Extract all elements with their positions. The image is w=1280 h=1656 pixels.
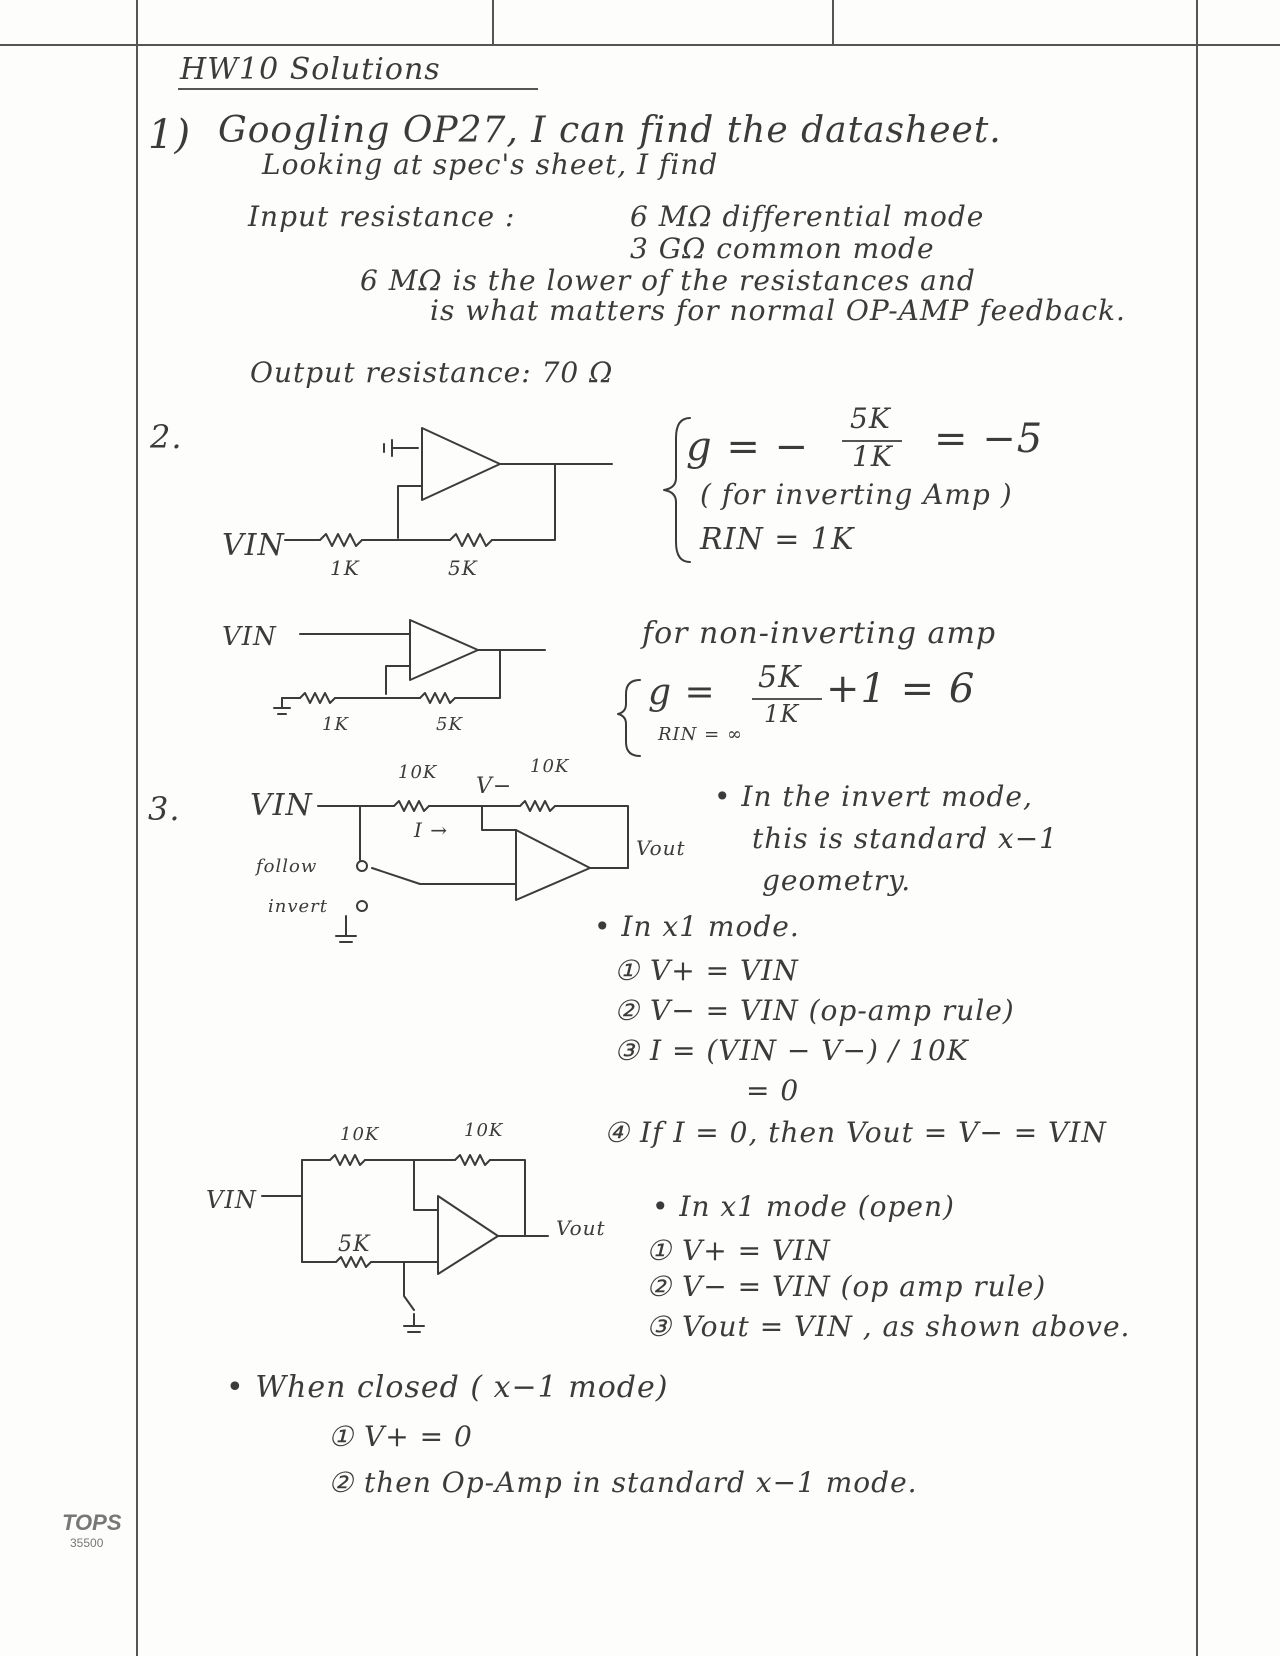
tops-code: 35500 <box>70 1536 104 1550</box>
opamp-triangle <box>516 830 590 900</box>
x1-step-1: ① V+ = VIN <box>614 954 799 987</box>
non-inv-r2-label: 5K <box>436 714 463 735</box>
non-inv-gain-numerator: 5K <box>758 660 802 695</box>
x1-step-2: ② V− = VIN (op-amp rule) <box>614 994 1015 1027</box>
p3-r2-label: 10K <box>530 756 570 777</box>
p1-line-1: Googling OP27, I can find the datasheet. <box>218 110 1002 151</box>
x1-step-4: ④ If I = 0, then Vout = V− = VIN <box>604 1116 1107 1149</box>
inverting-amp-circuit <box>285 428 612 546</box>
opamp-triangle <box>422 428 500 500</box>
ground-wire <box>404 1262 414 1310</box>
feedback-wire <box>555 806 628 868</box>
resistor-1k <box>300 693 335 703</box>
output-resistance-line: Output resistance: 70 Ω <box>250 356 614 389</box>
inv-rin: RIN = 1K <box>700 522 855 557</box>
p3-vminus-label: V− <box>476 774 513 799</box>
x1-step-3b: = 0 <box>746 1074 800 1107</box>
inv-gain-label: g = − <box>686 424 810 470</box>
input-resistance-label: Input resistance : <box>248 200 516 233</box>
inv-r1-label: 1K <box>330 556 360 580</box>
problem-1-number: 1) <box>148 112 192 158</box>
p1-note-1: 6 MΩ is the lower of the resistances and <box>360 264 976 297</box>
c2-vin-label: VIN <box>206 1186 257 1214</box>
switch-arm <box>372 868 420 884</box>
inv-gain-numerator: 5K <box>850 402 891 435</box>
p1-line-2: Looking at spec's sheet, I find <box>262 148 719 181</box>
non-inv-rin: RIN = ∞ <box>658 724 743 745</box>
resistor-5k <box>336 1257 371 1267</box>
page-title: HW10 Solutions <box>180 52 441 87</box>
inv-gain-note: ( for inverting Amp ) <box>700 478 1013 511</box>
ground-symbol <box>336 916 356 942</box>
x1-step-3: ③ I = (VIN − V−) / 10K <box>614 1034 969 1067</box>
switch-contact <box>357 861 367 871</box>
non-inv-title: for non-inverting amp <box>642 616 997 651</box>
c2-r2-label: 10K <box>464 1120 504 1141</box>
ground-symbol <box>384 440 418 456</box>
inverting-input-wire <box>398 486 422 538</box>
p3-r1-label: 10K <box>398 762 438 783</box>
opamp-triangle <box>410 620 478 680</box>
open-step-2: ② V− = VIN (op amp rule) <box>646 1270 1047 1303</box>
invert-contact <box>357 901 367 911</box>
p3-vout-label: Vout <box>636 836 686 860</box>
resistor-10k-2 <box>455 1155 490 1165</box>
inv-vin-label: VIN <box>222 528 285 563</box>
non-inv-r1-label: 1K <box>322 714 349 735</box>
vminus-wire <box>482 806 516 844</box>
input-resistance-common: 3 GΩ common mode <box>630 232 935 265</box>
inv-gain-denominator: 1K <box>852 440 893 473</box>
p3-invert-label: invert <box>268 896 329 917</box>
problem-3-number: 3. <box>148 790 181 828</box>
vminus-wire <box>414 1160 438 1210</box>
inv-gain-result: = −5 <box>934 416 1044 462</box>
p3-inv-bullet-1: • In the invert mode, <box>714 780 1033 813</box>
non-inverting-amp-circuit <box>274 620 545 714</box>
inverting-input-wire <box>386 666 410 694</box>
resistor-10k-2 <box>520 801 555 811</box>
resistor-10k-1 <box>394 801 429 811</box>
open-mode-title: • In x1 mode (open) <box>652 1190 955 1223</box>
tops-logo: TOPS <box>62 1510 122 1535</box>
p3-inv-bullet-2: this is standard x−1 <box>752 822 1058 855</box>
open-step-1: ① V+ = VIN <box>646 1234 831 1267</box>
resistor-5k <box>450 534 492 546</box>
open-step-3: ③ Vout = VIN , as shown above. <box>646 1310 1131 1343</box>
p3-current-label: I → <box>414 818 449 842</box>
p3-follow-label: follow <box>256 856 318 877</box>
closed-step-1: ① V+ = 0 <box>328 1420 473 1453</box>
non-inv-brace <box>618 680 640 756</box>
p1-note-2: is what matters for normal OP-AMP feedback. <box>430 294 1126 327</box>
switch-amp-circuit <box>318 801 628 942</box>
input-resistance-diff: 6 MΩ differential mode <box>630 200 985 233</box>
non-inv-gain-denominator: 1K <box>764 700 800 728</box>
resistor-10k-1 <box>330 1155 365 1165</box>
opamp-triangle <box>438 1196 498 1274</box>
ground-symbol <box>404 1314 424 1332</box>
feedback-wire <box>492 464 555 540</box>
problem-2-number: 2. <box>150 418 183 456</box>
non-inv-vin-label: VIN <box>222 622 277 652</box>
equivalent-circuit <box>262 1155 548 1332</box>
c2-r3-label: 5K <box>338 1232 371 1257</box>
feedback-wire <box>490 1160 525 1236</box>
c2-r1-label: 10K <box>340 1124 380 1145</box>
c2-vout-label: Vout <box>556 1216 606 1240</box>
non-inv-gain-result: +1 = 6 <box>826 666 976 712</box>
x1-mode-title: • In x1 mode. <box>594 910 800 943</box>
p3-vin-label: VIN <box>250 788 313 823</box>
closed-mode-title: • When closed ( x−1 mode) <box>226 1370 669 1405</box>
non-inv-gain-label: g = <box>648 672 716 713</box>
closed-step-2: ② then Op-Amp in standard x−1 mode. <box>328 1466 918 1499</box>
inv-brace <box>664 418 690 562</box>
resistor-1k <box>320 534 362 546</box>
resistor-5k <box>420 693 455 703</box>
ground-symbol <box>274 698 290 714</box>
inv-r2-label: 5K <box>448 556 478 580</box>
p3-inv-bullet-3: geometry. <box>762 864 912 897</box>
